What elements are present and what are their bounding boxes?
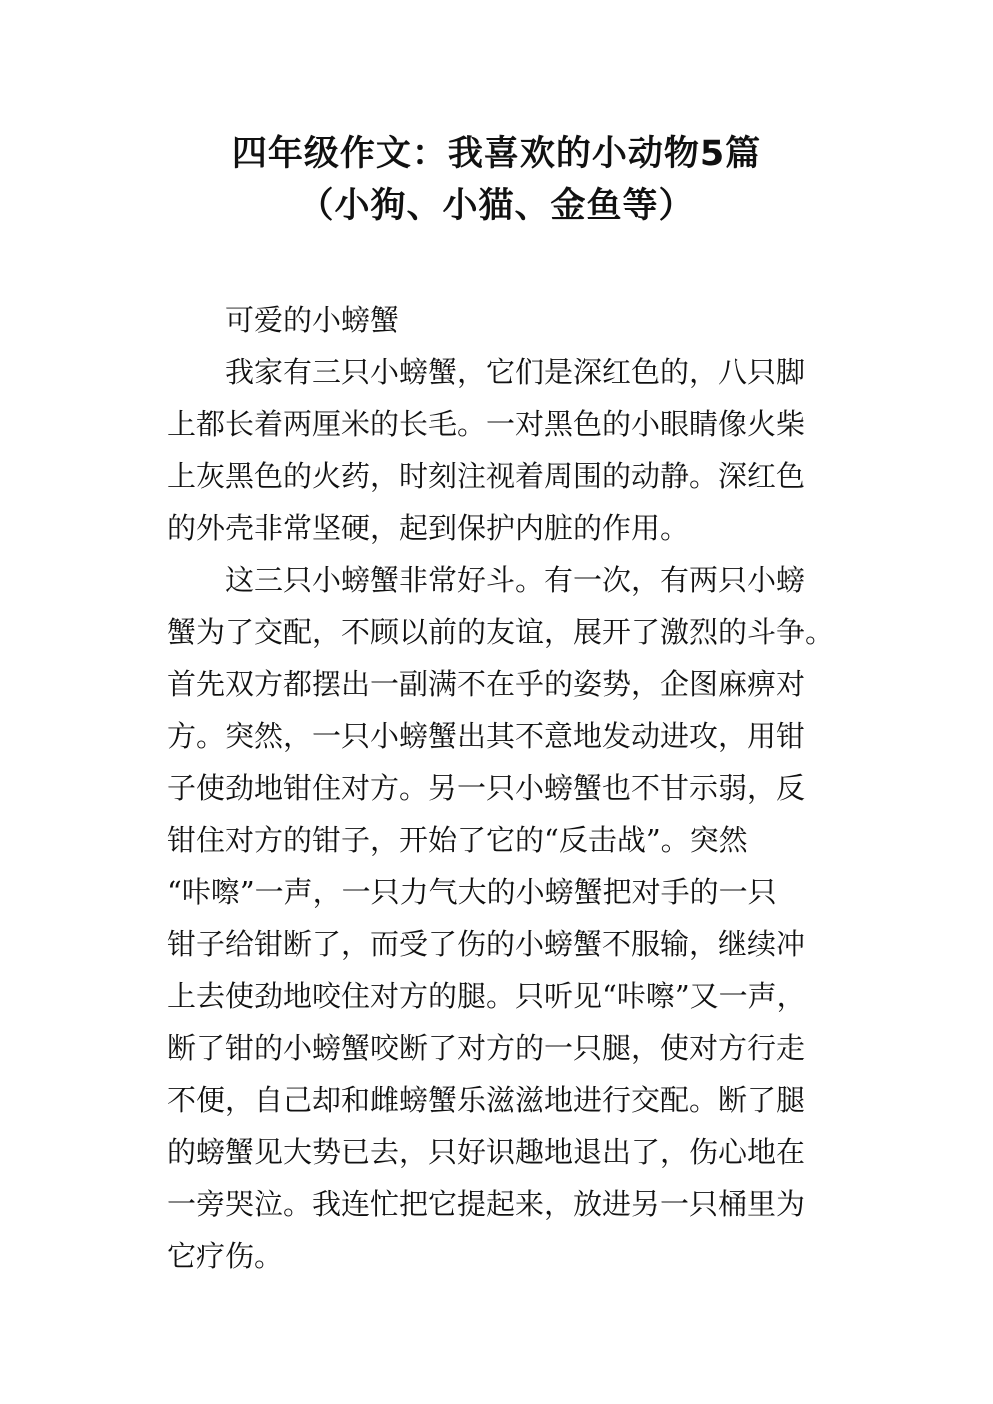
paragraph-2-line: 不便，自己却和雌螃蟹乐滋滋地进行交配。断了腿 bbox=[167, 1083, 806, 1117]
paragraph-2-line: 子使劲地钳住对方。另一只小螃蟹也不甘示弱，反 bbox=[167, 771, 806, 805]
paragraph-2-line: 方。突然，一只小螃蟹出其不意地发动进攻，用钳 bbox=[167, 719, 806, 753]
paragraph-2-line: 蟹为了交配，不顾以前的友谊，展开了激烈的斗争。 bbox=[167, 615, 835, 649]
paragraph-1-line: 上都长着两厘米的长毛。一对黑色的小眼睛像火柴 bbox=[167, 407, 806, 441]
paragraph-2-line: 它疗伤。 bbox=[167, 1239, 284, 1273]
paragraph-2-line: 钳子给钳断了，而受了伤的小螃蟹不服输，继续冲 bbox=[167, 927, 806, 961]
paragraph-1-line: 我家有三只小螃蟹，它们是深红色的，八只脚 bbox=[225, 355, 806, 389]
paragraph-2-line: 断了钳的小螃蟹咬断了对方的一只腿，使对方行走 bbox=[167, 1031, 806, 1065]
document-title-line-1: 四年级作文：我喜欢的小动物5篇 bbox=[231, 134, 762, 174]
paragraph-1-line: 上灰黑色的火药，时刻注视着周围的动静。深红色 bbox=[167, 459, 806, 493]
paragraph-2-line: “咔嚓”一声，一只力气大的小螃蟹把对手的一只 bbox=[167, 875, 777, 909]
paragraph-2-line: 一旁哭泣。我连忙把它提起来，放进另一只桶里为 bbox=[167, 1187, 806, 1221]
paragraph-2-line: 这三只小螃蟹非常好斗。有一次，有两只小螃 bbox=[225, 563, 806, 597]
paragraph-2-line: 的螃蟹见大势已去，只好识趣地退出了，伤心地在 bbox=[167, 1135, 806, 1169]
paragraph-1-line: 的外壳非常坚硬，起到保护内脏的作用。 bbox=[167, 511, 690, 545]
document-title-line-2: （小狗、小猫、金鱼等） bbox=[298, 186, 695, 226]
paragraph-2-line: 首先双方都摆出一副满不在乎的姿势，企图麻痹对 bbox=[167, 667, 806, 701]
paragraph-2-line: 钳住对方的钳子，开始了它的“反击战”。突然 bbox=[167, 823, 748, 857]
paragraph-2-line: 上去使劲地咬住对方的腿。只听见“咔嚓”又一声， bbox=[167, 979, 806, 1013]
section-heading: 可爱的小螃蟹 bbox=[225, 303, 400, 337]
